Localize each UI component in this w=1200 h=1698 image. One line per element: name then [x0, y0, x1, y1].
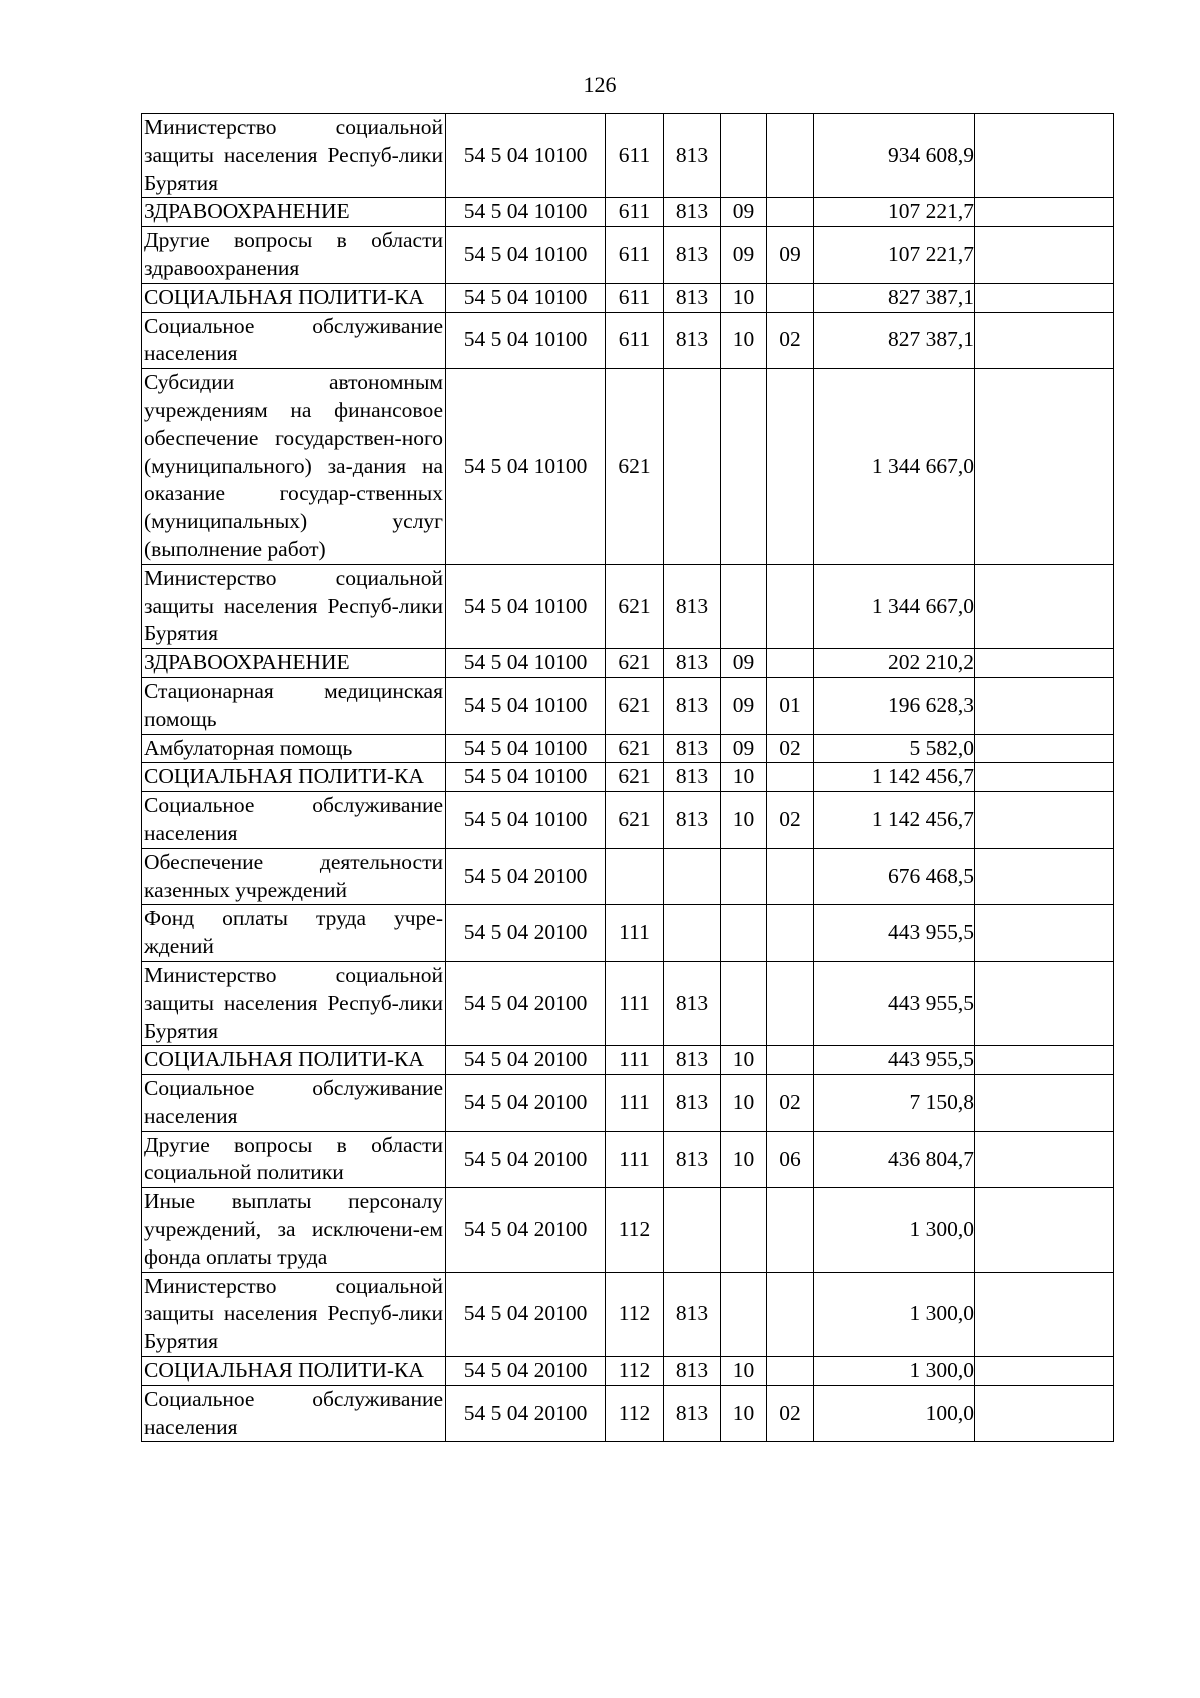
expense-type-cell: 112: [606, 1188, 664, 1272]
section-cell: 10: [721, 792, 767, 849]
administrator-code-cell: 813: [664, 1385, 721, 1442]
amount-cell: 443 955,5: [814, 905, 975, 962]
table-row: [142, 198, 1114, 227]
section-cell: [721, 905, 767, 962]
subsection-cell: 02: [767, 312, 814, 369]
administrator-code-cell: 813: [664, 564, 721, 648]
administrator-code-cell: [664, 1188, 721, 1272]
target-code-cell: 54 5 04 20100: [446, 1131, 606, 1188]
amount-cell: 1 300,0: [814, 1357, 975, 1386]
extra-cell: [975, 114, 1114, 198]
administrator-code-cell: 813: [664, 763, 721, 792]
target-code-cell: 54 5 04 20100: [446, 1357, 606, 1386]
section-cell: 09: [721, 198, 767, 227]
target-code-cell: 54 5 04 20100: [446, 1075, 606, 1132]
subsection-cell: 02: [767, 1385, 814, 1442]
section-cell: [721, 564, 767, 648]
table-row: [142, 763, 1114, 792]
extra-cell: [975, 198, 1114, 227]
row-name-cell: Другие вопросы в области здравоохранения: [142, 227, 446, 284]
table-row: [142, 1188, 1114, 1272]
expense-type-cell: 611: [606, 198, 664, 227]
row-name-cell: Иные выплаты персоналу учреждений, за исключени-ем фонда оплаты труда: [142, 1188, 446, 1272]
table-row: [142, 1075, 1114, 1132]
row-name-cell: Социальное обслуживание населения: [142, 312, 446, 369]
amount-cell: 196 628,3: [814, 677, 975, 734]
section-cell: 10: [721, 763, 767, 792]
row-name-cell: Другие вопросы в области социальной политики: [142, 1131, 446, 1188]
amount-cell: 1 300,0: [814, 1272, 975, 1356]
amount-cell: 202 210,2: [814, 649, 975, 678]
amount-cell: 827 387,1: [814, 312, 975, 369]
extra-cell: [975, 564, 1114, 648]
row-name-cell: Министерство социальной защиты населения Респуб-лики Бурятия: [142, 564, 446, 648]
section-cell: 10: [721, 312, 767, 369]
section-cell: 10: [721, 1131, 767, 1188]
extra-cell: [975, 1357, 1114, 1386]
extra-cell: [975, 1272, 1114, 1356]
extra-cell: [975, 1188, 1114, 1272]
section-cell: [721, 369, 767, 565]
section-cell: 09: [721, 677, 767, 734]
amount-cell: 827 387,1: [814, 283, 975, 312]
administrator-code-cell: 813: [664, 677, 721, 734]
subsection-cell: [767, 1188, 814, 1272]
section-cell: 09: [721, 649, 767, 678]
subsection-cell: [767, 961, 814, 1045]
amount-cell: 5 582,0: [814, 734, 975, 763]
target-code-cell: 54 5 04 10100: [446, 283, 606, 312]
table-row: [142, 564, 1114, 648]
expense-type-cell: 611: [606, 283, 664, 312]
subsection-cell: [767, 848, 814, 905]
table-row: [142, 677, 1114, 734]
target-code-cell: 54 5 04 20100: [446, 1188, 606, 1272]
section-cell: [721, 961, 767, 1045]
table-row: [142, 114, 1114, 198]
subsection-cell: [767, 114, 814, 198]
extra-cell: [975, 905, 1114, 962]
administrator-code-cell: 813: [664, 1272, 721, 1356]
target-code-cell: 54 5 04 10100: [446, 227, 606, 284]
extra-cell: [975, 763, 1114, 792]
row-name-cell: ЗДРАВООХРАНЕНИЕ: [142, 649, 446, 678]
subsection-cell: 02: [767, 734, 814, 763]
extra-cell: [975, 677, 1114, 734]
subsection-cell: [767, 1357, 814, 1386]
table-row: [142, 1131, 1114, 1188]
subsection-cell: [767, 1046, 814, 1075]
row-name-cell: Социальное обслуживание населения: [142, 1385, 446, 1442]
target-code-cell: 54 5 04 10100: [446, 677, 606, 734]
subsection-cell: [767, 1272, 814, 1356]
expense-type-cell: 621: [606, 677, 664, 734]
extra-cell: [975, 312, 1114, 369]
extra-cell: [975, 283, 1114, 312]
table-row: [142, 227, 1114, 284]
amount-cell: 443 955,5: [814, 961, 975, 1045]
target-code-cell: 54 5 04 10100: [446, 114, 606, 198]
amount-cell: 100,0: [814, 1385, 975, 1442]
expense-type-cell: 621: [606, 564, 664, 648]
section-cell: [721, 848, 767, 905]
amount-cell: 676 468,5: [814, 848, 975, 905]
administrator-code-cell: 813: [664, 1075, 721, 1132]
row-name-cell: Министерство социальной защиты населения Респуб-лики Бурятия: [142, 114, 446, 198]
expense-type-cell: 111: [606, 1075, 664, 1132]
administrator-code-cell: 813: [664, 312, 721, 369]
row-name-cell: Социальное обслуживание населения: [142, 1075, 446, 1132]
subsection-cell: 02: [767, 792, 814, 849]
row-name-cell: СОЦИАЛЬНАЯ ПОЛИТИ-КА: [142, 283, 446, 312]
row-name-cell: Субсидии автономным учреждениям на финансовое обеспечение государствен-ного (муниципального) за-дания на оказание государ-ственных (муниципальных) услуг (выполнение работ): [142, 369, 446, 565]
extra-cell: [975, 848, 1114, 905]
table-row: [142, 961, 1114, 1045]
administrator-code-cell: 813: [664, 734, 721, 763]
section-cell: [721, 1272, 767, 1356]
extra-cell: [975, 1046, 1114, 1075]
extra-cell: [975, 1075, 1114, 1132]
row-name-cell: Министерство социальной защиты населения Респуб-лики Бурятия: [142, 961, 446, 1045]
expense-type-cell: 112: [606, 1385, 664, 1442]
amount-cell: 107 221,7: [814, 198, 975, 227]
row-name-cell: Социальное обслуживание населения: [142, 792, 446, 849]
expense-type-cell: 111: [606, 1131, 664, 1188]
section-cell: 10: [721, 1385, 767, 1442]
row-name-cell: Амбулаторная помощь: [142, 734, 446, 763]
administrator-code-cell: 813: [664, 198, 721, 227]
extra-cell: [975, 961, 1114, 1045]
administrator-code-cell: 813: [664, 649, 721, 678]
target-code-cell: 54 5 04 10100: [446, 792, 606, 849]
amount-cell: 7 150,8: [814, 1075, 975, 1132]
section-cell: 09: [721, 227, 767, 284]
table-row: [142, 649, 1114, 678]
administrator-code-cell: 813: [664, 792, 721, 849]
target-code-cell: 54 5 04 10100: [446, 649, 606, 678]
administrator-code-cell: 813: [664, 961, 721, 1045]
amount-cell: 436 804,7: [814, 1131, 975, 1188]
subsection-cell: 06: [767, 1131, 814, 1188]
target-code-cell: 54 5 04 20100: [446, 1046, 606, 1075]
table-body: [142, 114, 1114, 1442]
subsection-cell: 02: [767, 1075, 814, 1132]
budget-table: [141, 113, 1114, 1442]
administrator-code-cell: 813: [664, 1131, 721, 1188]
amount-cell: 1 142 456,7: [814, 792, 975, 849]
administrator-code-cell: 813: [664, 283, 721, 312]
subsection-cell: 09: [767, 227, 814, 284]
section-cell: 10: [721, 283, 767, 312]
expense-type-cell: 611: [606, 227, 664, 284]
extra-cell: [975, 1385, 1114, 1442]
administrator-code-cell: [664, 848, 721, 905]
expense-type-cell: 621: [606, 792, 664, 849]
target-code-cell: 54 5 04 10100: [446, 369, 606, 565]
expense-type-cell: 621: [606, 369, 664, 565]
administrator-code-cell: 813: [664, 1357, 721, 1386]
section-cell: [721, 114, 767, 198]
amount-cell: 1 142 456,7: [814, 763, 975, 792]
target-code-cell: 54 5 04 10100: [446, 312, 606, 369]
target-code-cell: 54 5 04 10100: [446, 198, 606, 227]
section-cell: 10: [721, 1046, 767, 1075]
subsection-cell: [767, 198, 814, 227]
row-name-cell: СОЦИАЛЬНАЯ ПОЛИТИ-КА: [142, 1046, 446, 1075]
subsection-cell: [767, 369, 814, 565]
amount-cell: 107 221,7: [814, 227, 975, 284]
extra-cell: [975, 227, 1114, 284]
target-code-cell: 54 5 04 20100: [446, 1385, 606, 1442]
subsection-cell: [767, 283, 814, 312]
section-cell: 10: [721, 1357, 767, 1386]
expense-type-cell: 621: [606, 734, 664, 763]
expense-type-cell: 611: [606, 312, 664, 369]
table-row: [142, 312, 1114, 369]
subsection-cell: [767, 649, 814, 678]
administrator-code-cell: [664, 905, 721, 962]
administrator-code-cell: 813: [664, 114, 721, 198]
target-code-cell: 54 5 04 20100: [446, 1272, 606, 1356]
table-row: [142, 283, 1114, 312]
subsection-cell: [767, 564, 814, 648]
table-row: [142, 1385, 1114, 1442]
table-row: [142, 848, 1114, 905]
expense-type-cell: 111: [606, 961, 664, 1045]
target-code-cell: 54 5 04 20100: [446, 848, 606, 905]
expense-type-cell: 621: [606, 763, 664, 792]
extra-cell: [975, 1131, 1114, 1188]
table-row: [142, 905, 1114, 962]
extra-cell: [975, 792, 1114, 849]
table-row: [142, 734, 1114, 763]
row-name-cell: Фонд оплаты труда учре-ждений: [142, 905, 446, 962]
target-code-cell: 54 5 04 10100: [446, 564, 606, 648]
expense-type-cell: 112: [606, 1357, 664, 1386]
expense-type-cell: [606, 848, 664, 905]
amount-cell: 1 344 667,0: [814, 564, 975, 648]
table-row: [142, 792, 1114, 849]
extra-cell: [975, 649, 1114, 678]
row-name-cell: Министерство социальной защиты населения Респуб-лики Бурятия: [142, 1272, 446, 1356]
subsection-cell: [767, 763, 814, 792]
row-name-cell: СОЦИАЛЬНАЯ ПОЛИТИ-КА: [142, 763, 446, 792]
expense-type-cell: 112: [606, 1272, 664, 1356]
administrator-code-cell: 813: [664, 1046, 721, 1075]
amount-cell: 1 300,0: [814, 1188, 975, 1272]
target-code-cell: 54 5 04 20100: [446, 905, 606, 962]
administrator-code-cell: [664, 369, 721, 565]
section-cell: 09: [721, 734, 767, 763]
table-row: [142, 1272, 1114, 1356]
row-name-cell: Обеспечение деятельности казенных учреждений: [142, 848, 446, 905]
target-code-cell: 54 5 04 20100: [446, 961, 606, 1045]
row-name-cell: Стационарная медицинская помощь: [142, 677, 446, 734]
section-cell: 10: [721, 1075, 767, 1132]
amount-cell: 934 608,9: [814, 114, 975, 198]
subsection-cell: 01: [767, 677, 814, 734]
section-cell: [721, 1188, 767, 1272]
row-name-cell: СОЦИАЛЬНАЯ ПОЛИТИ-КА: [142, 1357, 446, 1386]
target-code-cell: 54 5 04 10100: [446, 763, 606, 792]
row-name-cell: ЗДРАВООХРАНЕНИЕ: [142, 198, 446, 227]
target-code-cell: 54 5 04 10100: [446, 734, 606, 763]
table-row: [142, 1357, 1114, 1386]
amount-cell: 1 344 667,0: [814, 369, 975, 565]
expense-type-cell: 611: [606, 114, 664, 198]
amount-cell: 443 955,5: [814, 1046, 975, 1075]
expense-type-cell: 621: [606, 649, 664, 678]
expense-type-cell: 111: [606, 1046, 664, 1075]
extra-cell: [975, 734, 1114, 763]
page-number: 126: [583, 72, 617, 97]
administrator-code-cell: 813: [664, 227, 721, 284]
table-row: [142, 369, 1114, 565]
subsection-cell: [767, 905, 814, 962]
table-row: [142, 1046, 1114, 1075]
expense-type-cell: 111: [606, 905, 664, 962]
extra-cell: [975, 369, 1114, 565]
